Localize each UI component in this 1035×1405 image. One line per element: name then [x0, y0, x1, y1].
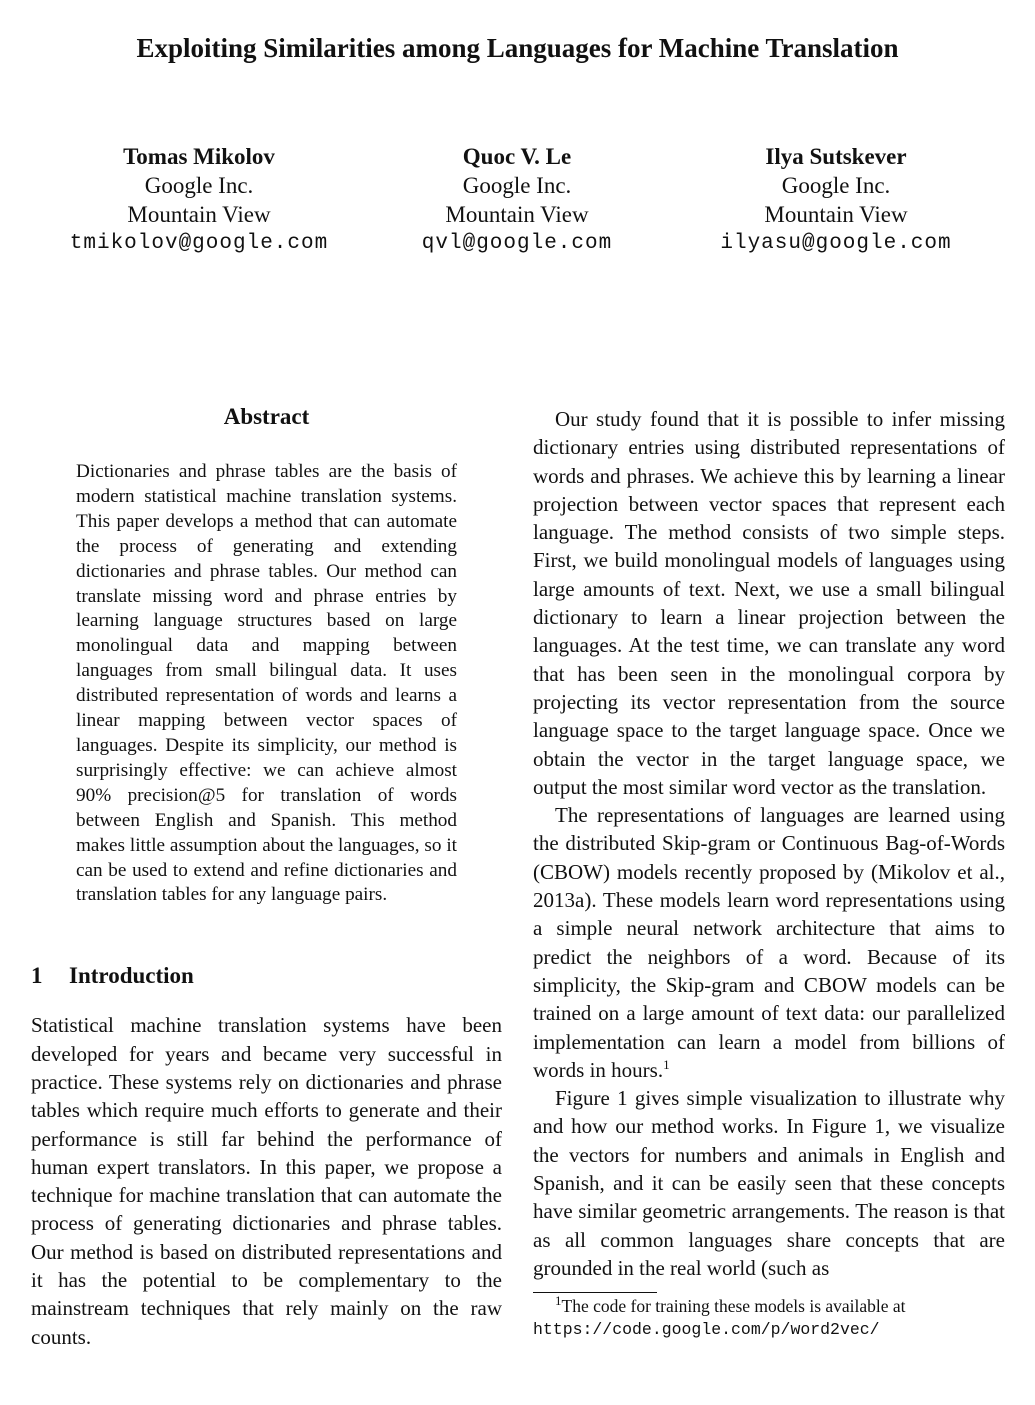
author-name: Tomas Mikolov	[123, 144, 275, 169]
section-number: 1	[31, 963, 43, 989]
author-name: Ilya Sutskever	[765, 144, 907, 169]
author-email: qvl@google.com	[421, 232, 613, 255]
footnote-url[interactable]: https://code.google.com/p/word2vec/	[533, 1320, 880, 1340]
author-name: Quoc V. Le	[462, 144, 572, 169]
author-location: Mountain View	[445, 202, 589, 227]
abstract-text: Dictionaries and phrase tables are the basis of modern statistical machine translation systems. This paper develops a method that can automate the process of generating and extending dictionaries and phrase tables. Our method can translate missing word and phrase entries by learning language structures based on large monolingual data and mapping between languages from small bilingual data. It uses distributed representation of words and learns a linear mapping between vector spaces of languages. Despite its simplicity, our method is surprisingly effective: we can achieve almost 90% precision@5 for translation of words between English and Spanish. This method makes little assumption about the languages, so it can be used to extend and refine dictionaries and translation tables for any language pairs.	[76, 461, 457, 906]
footnote-divider	[533, 1292, 657, 1293]
author-1	[39, 142, 359, 258]
footnote-number: 1	[555, 1293, 562, 1309]
footnote-mark: 1	[663, 1056, 670, 1072]
author-affiliation: Google Inc.	[144, 173, 254, 198]
author-2	[357, 142, 677, 258]
right-column	[533, 405, 1005, 1341]
author-email: tmikolov@google.com	[69, 232, 329, 255]
body-paragraph-2	[533, 801, 1005, 1084]
body-paragraph-3: Figure 1 gives simple visualization to illustrate why and how our method works. In Figure 1, we visualize the vectors for numbers and animals in English and Spanish, and it can be easily seen that these concepts have similar geometric arrangements. The reason is that as all common languages share concepts that are grounded in the real world (such as	[533, 1086, 1005, 1280]
section-heading	[31, 961, 502, 991]
author-3	[676, 142, 996, 258]
abstract-heading: Abstract	[223, 404, 310, 429]
author-email: ilyasu@google.com	[720, 232, 952, 255]
intro-paragraph: Statistical machine translation systems have been developed for years and became very successful in practice. These systems rely on dictionaries and phrase tables which require much efforts to generate and their performance is still far behind the performance of human expert translators. In this paper, we propose a technique for machine translation that can automate the process of generating dictionaries and phrase tables. Our method is based on distributed representations and it has the potential to be complementary to the mainstream techniques that rely mainly on the raw counts.	[31, 1013, 502, 1349]
body-paragraph-1: Our study found that it is possible to infer missing dictionary entries using distributed representations of words and phrases. We achieve this by learning a linear projection between vector spaces that represent each language. The method consists of two simple steps. First, we build monolingual models of languages using large amounts of text. Next, we use a small bilingual dictionary to learn a linear projection between the languages. At the test time, we can translate any word that has been seen in the monolingual corpora by projecting its vector representation from the source language space to the target language space. Once we obtain the vector in the target language space, we output the most similar word vector as the translation.	[533, 407, 1005, 799]
footnote-text: The code for training these models is available at	[561, 1296, 906, 1317]
section-title: Introduction	[69, 963, 194, 989]
paper-title: Exploiting Similarities among Languages for Machine Translation	[136, 33, 899, 63]
author-affiliation: Google Inc.	[781, 173, 891, 198]
left-column	[31, 402, 502, 1351]
author-affiliation: Google Inc.	[462, 173, 572, 198]
author-location: Mountain View	[127, 202, 271, 227]
author-location: Mountain View	[764, 202, 908, 227]
footnote	[533, 1295, 1005, 1341]
paragraph-text: The representations of languages are learned using the distributed Skip-gram or Continuous Bag-of-Words (CBOW) models recently proposed by (Mikolov et al., 2013a). These models learn word representations using a simple neural network architecture that aims to predict the neighbors of a word. Because of its simplicity, the Skip-gram and CBOW models can be trained on a large amount of text data: our parallelized implementation can learn a model from billions of words in hours.	[533, 803, 1005, 1082]
